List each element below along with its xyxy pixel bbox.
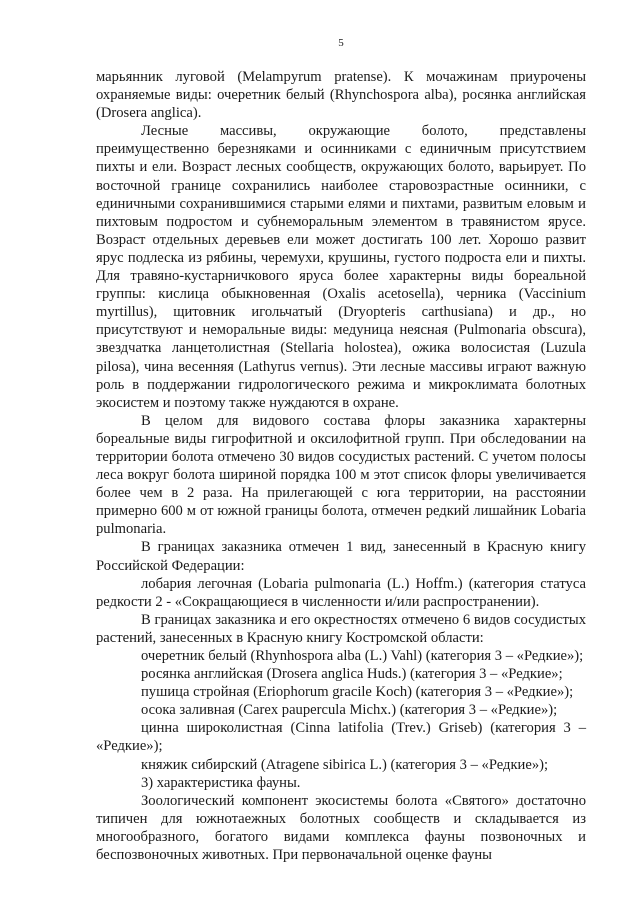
paragraph: В границах заказника и его окрестностях отмечено 6 видов сосудистых растений, занесенных в Красную книгу Костромской области:: [96, 611, 586, 646]
document-body: [96, 68, 586, 864]
paragraph: Лесные массивы, окружающие болото, представлены преимущественно березняками и осинниками с единичным присутствием пихты и ели. Возраст лесных сообществ, окружающих болото, варьирует. По восточной границе сохранились наиболее старовозрастные осинники, с единичными сохранившимися старыми елями и пихтами, развитым еловым и пихтовым подростом и субнеморальным элементом в травянистом ярусе. Возраст отдельных деревьев ели может достигать 100 лет. Хорошо развит ярус подлеска из рябины, черемухи, крушины, густого подроста ели и пихты. Для травяно-кустарничкового яруса более характерны виды бореальной группы: кислица обыкновенная (Oxalis acetosella), черника (Vaccinium myrtillus), щитовник игольчатый (Dryopteris carthusiana) и др., но присутствуют и неморальные виды: медуница неясная (Pulmonaria obscura), звездчатка ланцетолистная (Stellaria holostea), ожика волосистая (Luzula pilosa), чина весенняя (Lathyrus vernus). Эти лесные массивы играют важную роль в поддержании гидрологического режима и микроклимата болотных экосистем и поэтому также нуждаются в охране.: [96, 123, 586, 411]
paragraph: осока заливная (Carex paupercula Michx.) (категория 3 – «Редкие»);: [141, 702, 558, 719]
paragraph: княжик сибирский (Atragene sibirica L.) (категория 3 – «Редкие»);: [141, 756, 549, 773]
paragraph: марьянник луговой (Melampyrum pratense). К мочажинам приурочены охраняемые виды: очеретник белый (Rhynchospora alba), росянка английская (Drosera anglica).: [96, 69, 586, 122]
paragraph: Зоологический компонент экосистемы болота «Святого» достаточно типичен для южнотаежных болотных сообществ и складывается из многообразного, богатого видами комплекса фауны позвоночных и беспозвоночных животных. При первоначальной оценке фауны: [96, 792, 586, 864]
page-number: 5: [338, 37, 344, 49]
paragraph: росянка английская (Drosera anglica Huds.) (категория 3 – «Редкие»;: [141, 666, 563, 683]
document-page: [96, 36, 586, 864]
paragraph: В границах заказника отмечен 1 вид, занесенный в Красную книгу Российской Федерации:: [96, 539, 586, 574]
paragraph: цинна широколистная (Cinna latifolia (Trev.) Griseb) (категория 3 – «Редкие»);: [96, 720, 586, 755]
paragraph: В целом для видового состава флоры заказника характерны бореальные виды гигрофитной и оксилофитной групп. При обследовании на территории болота отмечено 30 видов сосудистых растений. С учетом полосы леса вокруг болота шириной порядка 100 м этот список флоры увеличивается более чем в 2 раза. На прилегающей с юга территории, на расстоянии примерно 600 м от южной границы болота, отмечен редкий лишайник Lobaria pulmonaria.: [96, 412, 586, 538]
paragraph: 3) характеристика фауны.: [141, 774, 301, 791]
paragraph: пушица стройная (Eriophorum gracile Koch) (категория 3 – «Редкие»);: [141, 684, 574, 701]
paragraph: лобария легочная (Lobaria pulmonaria (L.) Hoffm.) (категория статуса редкости 2 - «Сокращающиеся в численности и/или распространении).: [96, 575, 586, 610]
paragraph: очеретник белый (Rhynhospora alba (L.) Vahl) (категория 3 – «Редкие»);: [141, 648, 584, 664]
